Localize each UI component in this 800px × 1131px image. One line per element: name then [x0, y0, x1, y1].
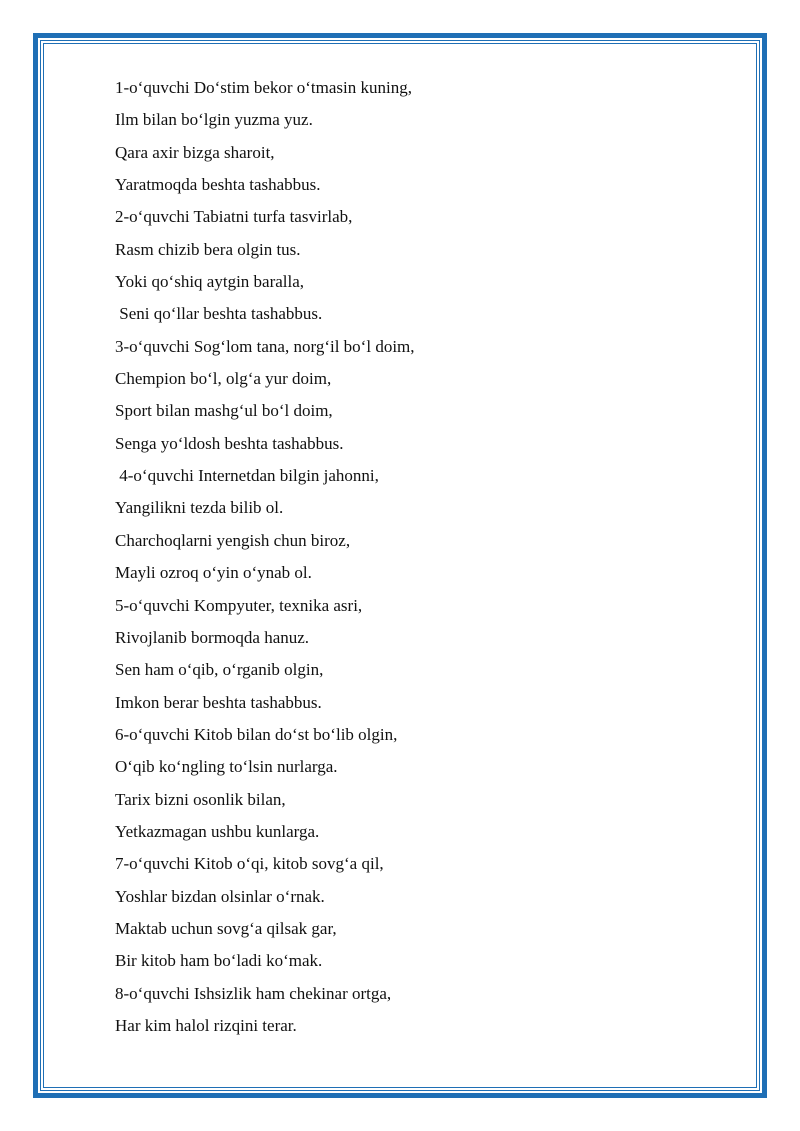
poem-line: Mayli ozroq o‘yin o‘ynab ol.	[115, 563, 312, 583]
poem-line: Rasm chizib bera olgin tus.	[115, 239, 301, 259]
poem-line: 7-o‘quvchi Kitob o‘qi, kitob sovg‘a qil,	[115, 854, 384, 874]
poem-line: Bir kitob ham bo‘ladi ko‘mak.	[115, 951, 323, 971]
poem-line: Yoshlar bizdan olsinlar o‘rnak.	[115, 886, 325, 906]
poem-line: Chempion bo‘l, olg‘a yur doim,	[115, 369, 332, 389]
poem-line: Sport bilan mashg‘ul bo‘l doim,	[115, 401, 333, 421]
poem-line: Imkon berar beshta tashabbus.	[115, 692, 322, 712]
poem-line: Rivojlanib bormoqda hanuz.	[115, 627, 310, 647]
poem-line: Har kim halol rizqini terar.	[115, 1015, 297, 1035]
poem-line: Senga yo‘ldosh beshta tashabbus.	[115, 433, 344, 453]
poem-line: 4-o‘quvchi Internetdan bilgin jahonni,	[115, 466, 379, 486]
poem-line: Tarix bizni osonlik bilan,	[115, 789, 286, 809]
poem-line: 8-o‘quvchi Ishsizlik ham chekinar ortga,	[115, 983, 392, 1003]
poem-line: Qara axir bizga sharoit,	[115, 142, 275, 162]
poem-line: Seni qo‘llar beshta tashabbus.	[115, 304, 323, 324]
poem-line: 5-o‘quvchi Kompyuter, texnika asri,	[115, 595, 363, 615]
poem-line: O‘qib ko‘ngling to‘lsin nurlarga.	[115, 757, 338, 777]
poem-line: 2-o‘quvchi Tabiatni turfa tasvirlab,	[115, 207, 353, 227]
poem-line: Maktab uchun sovg‘a qilsak gar,	[115, 918, 337, 938]
poem-line: Yangilikni tezda bilib ol.	[115, 498, 284, 518]
poem-line: 3-o‘quvchi Sog‘lom tana, norg‘il bo‘l doim,	[115, 336, 415, 356]
poem-line: 1-o‘quvchi Do‘stim bekor o‘tmasin kuning,	[115, 78, 412, 97]
poem-line: Sen ham o‘qib, o‘rganib olgin,	[115, 660, 324, 680]
poem-line: Yaratmoqda beshta tashabbus.	[115, 175, 321, 195]
poem-text	[115, 74, 735, 1044]
poem-line: Charchoqlarni yengish chun biroz,	[115, 530, 351, 550]
poem-line: Yetkazmagan ushbu kunlarga.	[115, 821, 320, 841]
poem-line: 6-o‘quvchi Kitob bilan do‘st bo‘lib olgin,	[115, 724, 398, 744]
poem-line: Ilm bilan bo‘lgin yuzma yuz.	[115, 110, 313, 130]
poem-line: Yoki qo‘shiq aytgin baralla,	[115, 272, 305, 292]
